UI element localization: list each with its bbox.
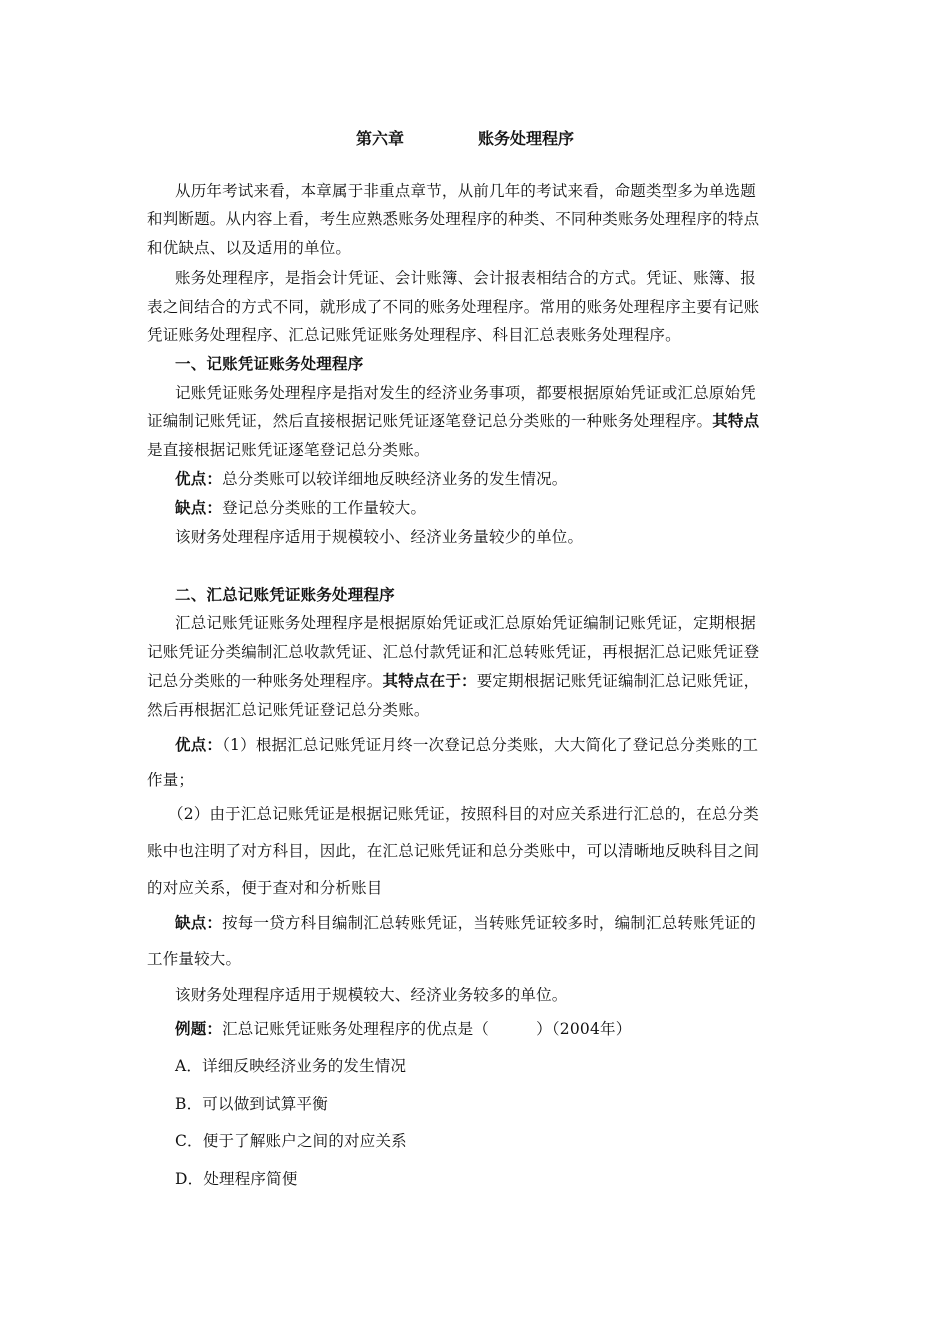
section1-disadvantage: 缺点：登记总分类账的工作量较大。: [175, 499, 427, 517]
section1-dis-label: 缺点：: [175, 499, 223, 517]
section1-applicable: 该财务处理程序适用于规模较小、经济业务量较少的单位。: [175, 528, 584, 546]
section1-line-1: 记账凭证账务处理程序是指对发生的经济业务事项，都要根据原始凭证或汇总原始凭: [175, 384, 756, 402]
example-option-d: D．处理程序简便: [175, 1170, 298, 1188]
section2-line-2: 记账凭证分类编制汇总收款凭证、汇总付款凭证和汇总转账凭证，再根据汇总记账凭证登: [147, 643, 760, 661]
intro-line-1: 从历年考试来看，本章属于非重点章节，从前几年的考试来看，命题类型多为单选题: [175, 182, 756, 200]
example-option-c: C．便于了解账户之间的对应关系: [175, 1132, 407, 1150]
definition-line-2: 表之间结合的方式不同，就形成了不同的账务处理程序。常用的账务处理程序主要有记账: [147, 298, 760, 316]
intro-line-2: 和判断题。从内容上看，考生应熟悉账务处理程序的种类、不同种类账务处理程序的特点: [147, 210, 760, 228]
section2-feature-label: 其特点在于：: [382, 672, 477, 690]
section1-heading: 一、记账凭证账务处理程序: [175, 355, 364, 373]
section2-advantage-1: 优点：（1）根据汇总记账凭证月终一次登记总分类账，大大简化了登记总分类账的工: [175, 736, 759, 754]
section2-advantage-2-line-3: 的对应关系，便于查对和分析账目: [147, 879, 383, 897]
section2-line-3: 记总分类账的一种账务处理程序。其特点在于：要定期根据记账凭证编制汇总记账凭证，: [147, 672, 760, 690]
section2-adv-label: 优点：: [175, 736, 223, 754]
section1-adv-label: 优点：: [175, 470, 223, 488]
section2-applicable: 该财务处理程序适用于规模较大、经济业务较多的单位。: [175, 986, 568, 1004]
section1-advantage: 优点：总分类账可以较详细地反映经济业务的发生情况。: [175, 470, 568, 488]
definition-line-1: 账务处理程序，是指会计凭证、会计账簿、会计报表相结合的方式。凭证、账簿、报: [175, 269, 756, 287]
section2-heading: 二、汇总记账凭证账务处理程序: [175, 586, 395, 604]
section2-disadvantage: 缺点：按每一贷方科目编制汇总转账凭证，当转账凭证较多时，编制汇总转账凭证的: [175, 914, 756, 932]
section1-line-3: 是直接根据记账凭证逐笔登记总分类账。: [147, 441, 430, 459]
section2-disadvantage-cont: 工作量较大。: [147, 950, 242, 968]
example-label: 例题：: [175, 1020, 223, 1038]
section2-advantage-2-line-1: （2）由于汇总记账凭证是根据记账凭证，按照科目的对应关系进行汇总的，在总分类: [168, 805, 759, 823]
section1-feature-label: 其特点: [712, 412, 760, 430]
example-option-a: A．详细反映经济业务的发生情况: [175, 1057, 407, 1075]
section1-line-2: 证编制记账凭证，然后直接根据记账凭证逐笔登记总分类账的一种账务处理程序。其特点: [147, 412, 760, 430]
section2-advantage-1-cont: 作量；: [147, 771, 195, 789]
section2-line-1: 汇总记账凭证账务处理程序是根据原始凭证或汇总原始凭证编制记账凭证，定期根据: [175, 614, 756, 632]
section2-dis-label: 缺点：: [175, 914, 223, 932]
intro-line-3: 和优缺点、以及适用的单位。: [147, 239, 352, 257]
section2-advantage-2-line-2: 账中也注明了对方科目，因此，在汇总记账凭证和总分类账中，可以清晰地反映科目之间: [147, 842, 760, 860]
chapter-title: 账务处理程序: [478, 129, 575, 148]
definition-line-3: 凭证账务处理程序、汇总记账凭证账务处理程序、科目汇总表账务处理程序。: [147, 326, 681, 344]
chapter-number: 第六章: [356, 129, 405, 148]
example-option-b: B．可以做到试算平衡: [175, 1095, 328, 1113]
example-question: 例题：汇总记账凭证账务处理程序的优点是（ ）（2004年）: [175, 1020, 632, 1038]
section2-line-4: 然后再根据汇总记账凭证登记总分类账。: [147, 701, 430, 719]
